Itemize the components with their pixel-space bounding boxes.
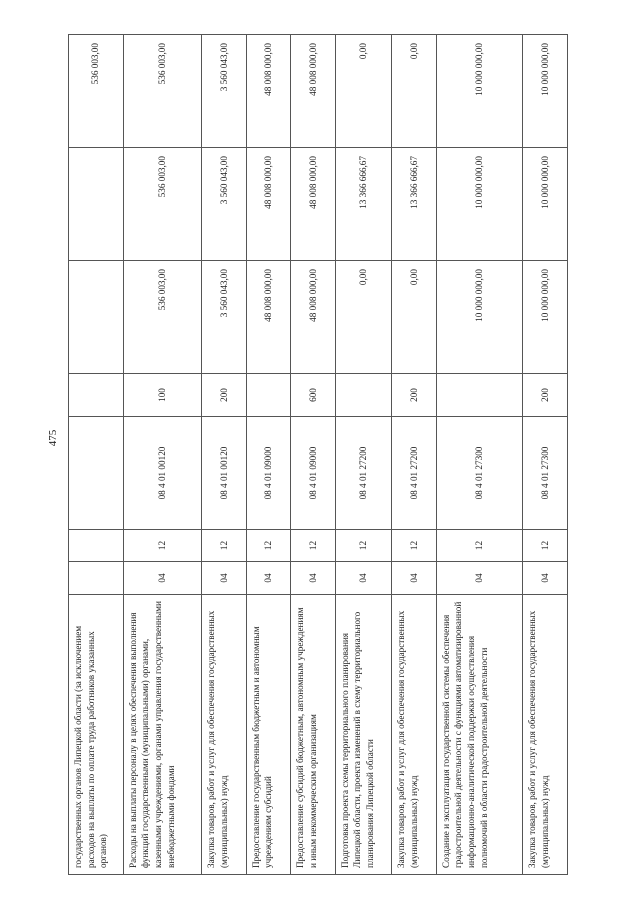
amount-year-1: 48 008 000,00 — [246, 261, 290, 374]
subsection-code: 12 — [246, 530, 290, 562]
ministry-code: 04 — [246, 562, 290, 595]
amount-year-2: 3 560 043,00 — [202, 148, 246, 261]
amount-year-3: 536 003,00 — [123, 35, 202, 148]
table-row — [523, 35, 568, 875]
budget-table-body — [69, 35, 568, 875]
table-row — [291, 35, 335, 875]
amount-year-2: 536 003,00 — [123, 148, 202, 261]
amount-year-1: 536 003,00 — [123, 261, 202, 374]
expense-type-code: 200 — [523, 374, 568, 417]
ministry-code — [69, 562, 124, 595]
amount-year-3: 0,00 — [392, 35, 436, 148]
amount-year-1: 10 000 000,00 — [523, 261, 568, 374]
amount-year-2: 48 008 000,00 — [246, 148, 290, 261]
budget-table-container — [68, 35, 568, 875]
subsection-code: 12 — [123, 530, 202, 562]
target-article-code: 08 4 01 27200 — [335, 417, 392, 530]
subsection-code: 12 — [202, 530, 246, 562]
amount-year-3: 3 560 043,00 — [202, 35, 246, 148]
table-row — [69, 35, 124, 875]
ministry-code: 04 — [335, 562, 392, 595]
expense-type-code: 100 — [123, 374, 202, 417]
row-name: Создание и эксплуатация государственной системы обеспечения градостроительной деятельности с функциями автоматизированной информационно-аналитической поддержки осуществления полномочий в области градостроительной деятельности — [436, 595, 523, 875]
expense-type-code — [436, 374, 523, 417]
expense-type-code — [335, 374, 392, 417]
amount-year-3: 10 000 000,00 — [436, 35, 523, 148]
expense-type-code: 200 — [202, 374, 246, 417]
amount-year-1: 10 000 000,00 — [436, 261, 523, 374]
amount-year-1: 48 008 000,00 — [291, 261, 335, 374]
row-name: Подготовка проекта схемы территориального планирования Липецкой области, проекта изменений в схему территориального планирования Липецкой области — [335, 595, 392, 875]
amount-year-2: 48 008 000,00 — [291, 148, 335, 261]
amount-year-1: 3 560 043,00 — [202, 261, 246, 374]
amount-year-1 — [69, 261, 124, 374]
target-article-code: 08 4 01 27200 — [392, 417, 436, 530]
target-article-code: 08 4 01 00120 — [123, 417, 202, 530]
row-name: Расходы на выплаты персоналу в целях обеспечения выполнения функций государственными (муниципальными) органами, казенными учреждениями, органами управления государственными внебюджетными фондами — [123, 595, 202, 875]
table-row — [392, 35, 436, 875]
ministry-code: 04 — [392, 562, 436, 595]
target-article-code: 08 4 01 00120 — [202, 417, 246, 530]
row-name: Предоставление субсидий бюджетным, автономным учреждениям и иным некоммерческим организациям — [291, 595, 335, 875]
subsection-code: 12 — [523, 530, 568, 562]
target-article-code: 08 4 01 09000 — [291, 417, 335, 530]
amount-year-1: 0,00 — [392, 261, 436, 374]
row-name: государственных органов Липецкой области (за исключением расходов на выплаты по оплате труда работников указанных органов) — [69, 595, 124, 875]
ministry-code: 04 — [523, 562, 568, 595]
expense-type-code — [246, 374, 290, 417]
table-row — [123, 35, 202, 875]
subsection-code: 12 — [335, 530, 392, 562]
row-name: Предоставление государственным бюджетным и автономным учреждениям субсидий — [246, 595, 290, 875]
row-name: Закупка товаров, работ и услуг для обеспечения государственных (муниципальных) нужд — [202, 595, 246, 875]
table-row — [246, 35, 290, 875]
target-article-code: 08 4 01 27300 — [523, 417, 568, 530]
target-article-code — [69, 417, 124, 530]
ministry-code: 04 — [123, 562, 202, 595]
table-row — [335, 35, 392, 875]
subsection-code — [69, 530, 124, 562]
table-row — [202, 35, 246, 875]
row-name: Закупка товаров, работ и услуг для обеспечения государственных (муниципальных) нужд — [523, 595, 568, 875]
subsection-code: 12 — [436, 530, 523, 562]
amount-year-2: 10 000 000,00 — [436, 148, 523, 261]
amount-year-3: 10 000 000,00 — [523, 35, 568, 148]
amount-year-3: 48 008 000,00 — [246, 35, 290, 148]
expense-type-code: 200 — [392, 374, 436, 417]
amount-year-3: 48 008 000,00 — [291, 35, 335, 148]
amount-year-1: 0,00 — [335, 261, 392, 374]
amount-year-2: 13 366 666,67 — [335, 148, 392, 261]
budget-table — [68, 34, 568, 875]
table-row — [436, 35, 523, 875]
expense-type-code — [69, 374, 124, 417]
amount-year-2 — [69, 148, 124, 261]
ministry-code: 04 — [291, 562, 335, 595]
target-article-code: 08 4 01 09000 — [246, 417, 290, 530]
ministry-code: 04 — [202, 562, 246, 595]
amount-year-3: 0,00 — [335, 35, 392, 148]
amount-year-2: 13 366 666,67 — [392, 148, 436, 261]
row-name: Закупка товаров, работ и услуг для обеспечения государственных (муниципальных) нужд — [392, 595, 436, 875]
amount-year-3: 536 003,00 — [69, 35, 124, 148]
subsection-code: 12 — [392, 530, 436, 562]
target-article-code: 08 4 01 27300 — [436, 417, 523, 530]
page-number: 475 — [47, 429, 59, 447]
subsection-code: 12 — [291, 530, 335, 562]
expense-type-code: 600 — [291, 374, 335, 417]
amount-year-2: 10 000 000,00 — [523, 148, 568, 261]
ministry-code: 04 — [436, 562, 523, 595]
